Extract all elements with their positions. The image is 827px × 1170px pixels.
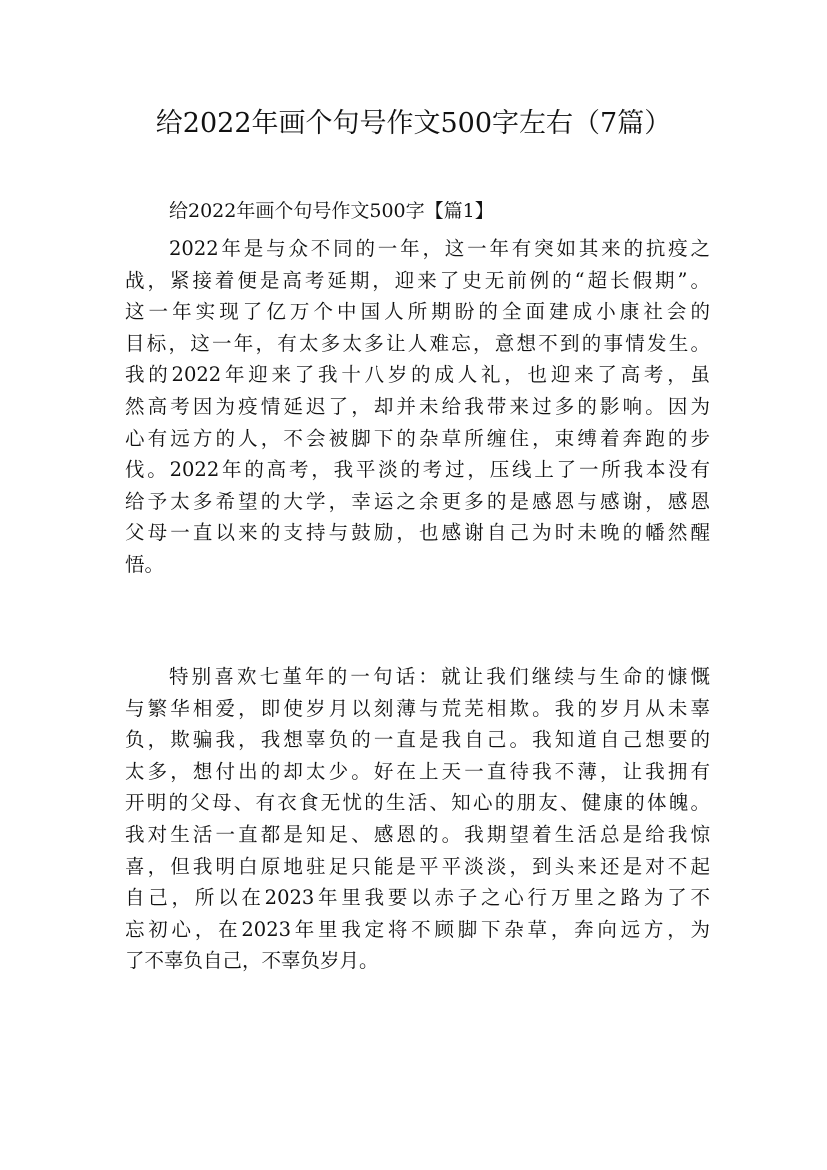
paragraph-line: 父母一直以来的支持与鼓励，也感谢自己为时未晚的幡然醒 [125, 521, 710, 545]
paragraph-line: 伐。2022年的高考，我平淡的考过，压线上了一所我本没有 [125, 458, 710, 482]
document-title: 给2022年画个句号作文500字左右（7篇） [155, 108, 672, 139]
paragraph-line: 2022年是与众不同的一年，这一年有突如其来的抗疫之 [169, 237, 710, 260]
section-heading: 给2022年画个句号作文500字【篇1】 [169, 200, 494, 222]
paragraph-line: 了不辜负自己，不辜负岁月。 [125, 949, 379, 973]
paragraph-line: 心有远方的人，不会被脚下的杂草所缠住，束缚着奔跑的步 [125, 426, 710, 450]
paragraph-line: 给予太多希望的大学，幸运之余更多的是感恩与感谢，感恩 [125, 489, 710, 513]
paragraph-line: 太多，想付出的却太少。好在上天一直待我不薄，让我拥有 [125, 759, 710, 783]
paragraph-1 [125, 233, 710, 581]
paragraph-line: 我对生活一直都是知足、感恩的。我期望着生活总是给我惊 [125, 822, 710, 846]
paragraph-line: 开明的父母、有衣食无忧的生活、知心的朋友、健康的体魄。 [125, 791, 710, 815]
paragraph-line: 然高考因为疫情延迟了，却并未给我带来过多的影响。因为 [125, 394, 710, 418]
paragraph-line: 这一年实现了亿万个中国人所期盼的全面建成小康社会的 [125, 300, 710, 324]
paragraph-line: 特别喜欢七堇年的一句话：就让我们继续与生命的慷慨 [169, 665, 710, 688]
paragraph-line: 喜，但我明白原地驻足只能是平平淡淡，到头来还是对不起 [125, 854, 710, 878]
paragraph-line: 目标，这一年，有太多太多让人难忘，意想不到的事情发生。 [125, 331, 710, 355]
paragraph-line: 负，欺骗我，我想辜负的一直是我自己。我知道自己想要的 [125, 728, 710, 752]
paragraph-line: 与繁华相爱，即使岁月以刻薄与荒芜相欺。我的岁月从未辜 [125, 696, 710, 720]
paragraph-2 [125, 661, 710, 977]
paragraph-line: 自己，所以在2023年里我要以赤子之心行万里之路为了不 [125, 886, 710, 910]
paragraph-line: 我的2022年迎来了我十八岁的成人礼，也迎来了高考，虽 [125, 363, 710, 387]
paragraph-line: 战，紧接着便是高考延期，迎来了史无前例的“超长假期”。 [125, 268, 710, 292]
paragraph-line: 忘初心，在2023年里我定将不顾脚下杂草，奔向远方，为 [125, 917, 710, 941]
paragraph-line: 悟。 [125, 552, 165, 576]
